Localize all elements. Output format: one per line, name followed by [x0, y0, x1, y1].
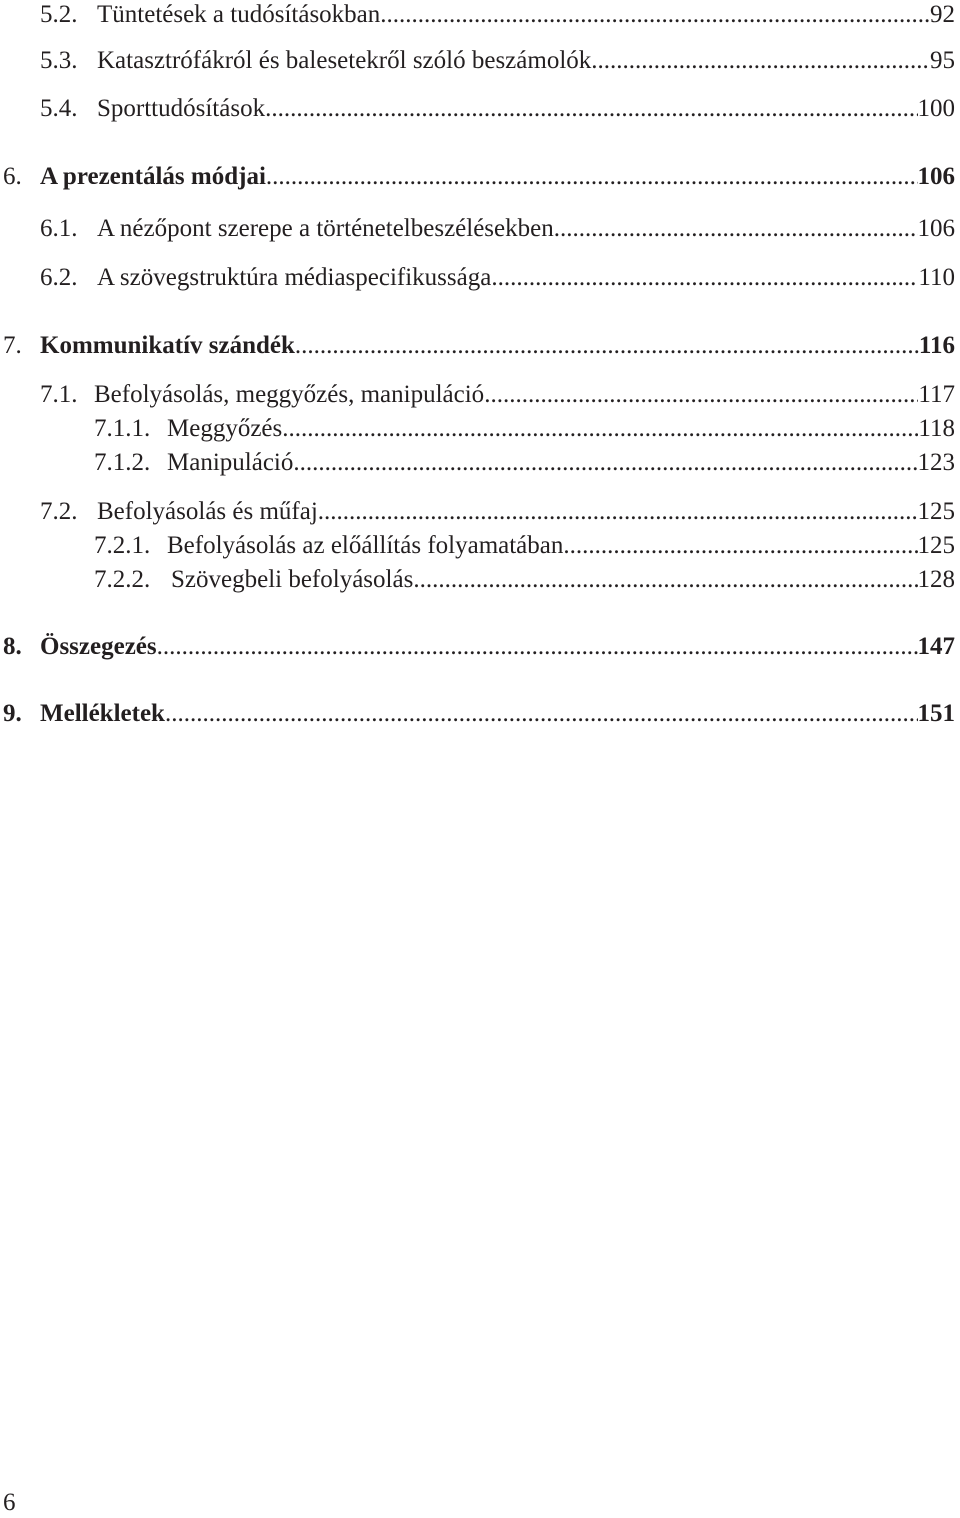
toc-entry-title: Katasztrófákról és balesetekről szóló beszámolók [97, 47, 592, 74]
toc-entry-number: 7.1. [40, 381, 78, 408]
dot-leader [563, 531, 917, 561]
dot-leader [554, 214, 918, 244]
toc-entry-title: Sporttudósítások [97, 95, 266, 122]
toc-entry-7-1 [40, 380, 955, 410]
toc-entry-title: Manipuláció [167, 449, 294, 476]
toc-entry-page: 125 [917, 532, 955, 559]
toc-entry-title: A nézőpont szerepe a történetelbeszélésekben [97, 215, 554, 242]
toc-entry-page: 118 [918, 415, 955, 442]
dot-leader [380, 0, 930, 30]
toc-entry-number: 8. [3, 633, 22, 660]
toc-entry-7-1-1 [94, 414, 955, 444]
toc-entry-7-2-1 [94, 531, 955, 561]
toc-entry-page: 147 [917, 633, 955, 660]
toc-entry-number: 6.1. [40, 215, 78, 242]
dot-leader [413, 565, 917, 595]
toc-entry-number: 7.2.1. [94, 532, 151, 559]
dot-leader [266, 162, 918, 192]
dot-leader [591, 46, 930, 76]
toc-entry-7 [3, 331, 955, 361]
toc-entry-page: 128 [917, 566, 955, 593]
dot-leader [295, 331, 919, 361]
toc-entry-title: Befolyásolás az előállítás folyamatában [167, 532, 564, 559]
dot-leader [165, 699, 918, 729]
toc-entry-7-2 [40, 497, 955, 527]
toc-entry-number: 5.2. [40, 1, 78, 28]
toc-entry-title: Tüntetések a tudósításokban [97, 1, 381, 28]
dot-leader [282, 414, 918, 444]
toc-entry-title: A szövegstruktúra médiaspecifikussága [97, 264, 492, 291]
toc-entry-6-1 [40, 214, 955, 244]
dot-leader [491, 263, 918, 293]
toc-entry-page: 106 [917, 163, 955, 190]
toc-entry-page: 116 [918, 332, 955, 359]
toc-entry-number: 7.1.1. [94, 415, 151, 442]
toc-entry-page: 106 [917, 215, 955, 242]
toc-entry-title: Összegezés [40, 633, 157, 660]
toc-entry-7-2-2 [94, 565, 955, 595]
toc-entry-6-2 [40, 263, 955, 293]
toc-entry-number: 7. [3, 332, 22, 359]
dot-leader [318, 497, 918, 527]
toc-entry-title: Mellékletek [40, 700, 165, 727]
dot-leader [157, 632, 918, 662]
toc-entry-5-2 [40, 0, 955, 30]
toc-entry-number: 9. [3, 700, 22, 727]
toc-entry-5-4 [40, 94, 955, 124]
toc-entry-7-1-2 [94, 448, 955, 478]
toc-entry-number: 7.2.2. [94, 566, 151, 593]
toc-entry-6 [3, 162, 955, 192]
toc-entry-number: 6. [3, 163, 22, 190]
toc-entry-page: 100 [917, 95, 955, 122]
toc-entry-page: 123 [917, 449, 955, 476]
page-number: 6 [3, 1489, 16, 1516]
toc-entry-number: 6.2. [40, 264, 78, 291]
toc-entry-9 [3, 699, 955, 729]
toc-entry-page: 125 [917, 498, 955, 525]
toc-entry-5-3 [40, 46, 955, 76]
toc-entry-number: 5.4. [40, 95, 78, 122]
toc-entry-page: 117 [918, 381, 955, 408]
toc-entry-page: 95 [930, 47, 955, 74]
toc-entry-title: Szövegbeli befolyásolás [171, 566, 414, 593]
toc-entry-number: 7.2. [40, 498, 78, 525]
dot-leader [484, 380, 918, 410]
toc-entry-number: 7.1.2. [94, 449, 151, 476]
toc-entry-title: A prezentálás módjai [40, 163, 266, 190]
toc-entry-title: Befolyásolás, meggyőzés, manipuláció [94, 381, 485, 408]
dot-leader [293, 448, 917, 478]
toc-entry-page: 110 [918, 264, 955, 291]
toc-entry-page: 92 [930, 1, 955, 28]
toc-entry-title: Meggyőzés [167, 415, 283, 442]
dot-leader [265, 94, 917, 124]
toc-entry-page: 151 [917, 700, 955, 727]
toc-entry-number: 5.3. [40, 47, 78, 74]
toc-entry-8 [3, 632, 955, 662]
toc-entry-title: Kommunikatív szándék [40, 332, 295, 359]
toc-entry-title: Befolyásolás és műfaj [97, 498, 318, 525]
